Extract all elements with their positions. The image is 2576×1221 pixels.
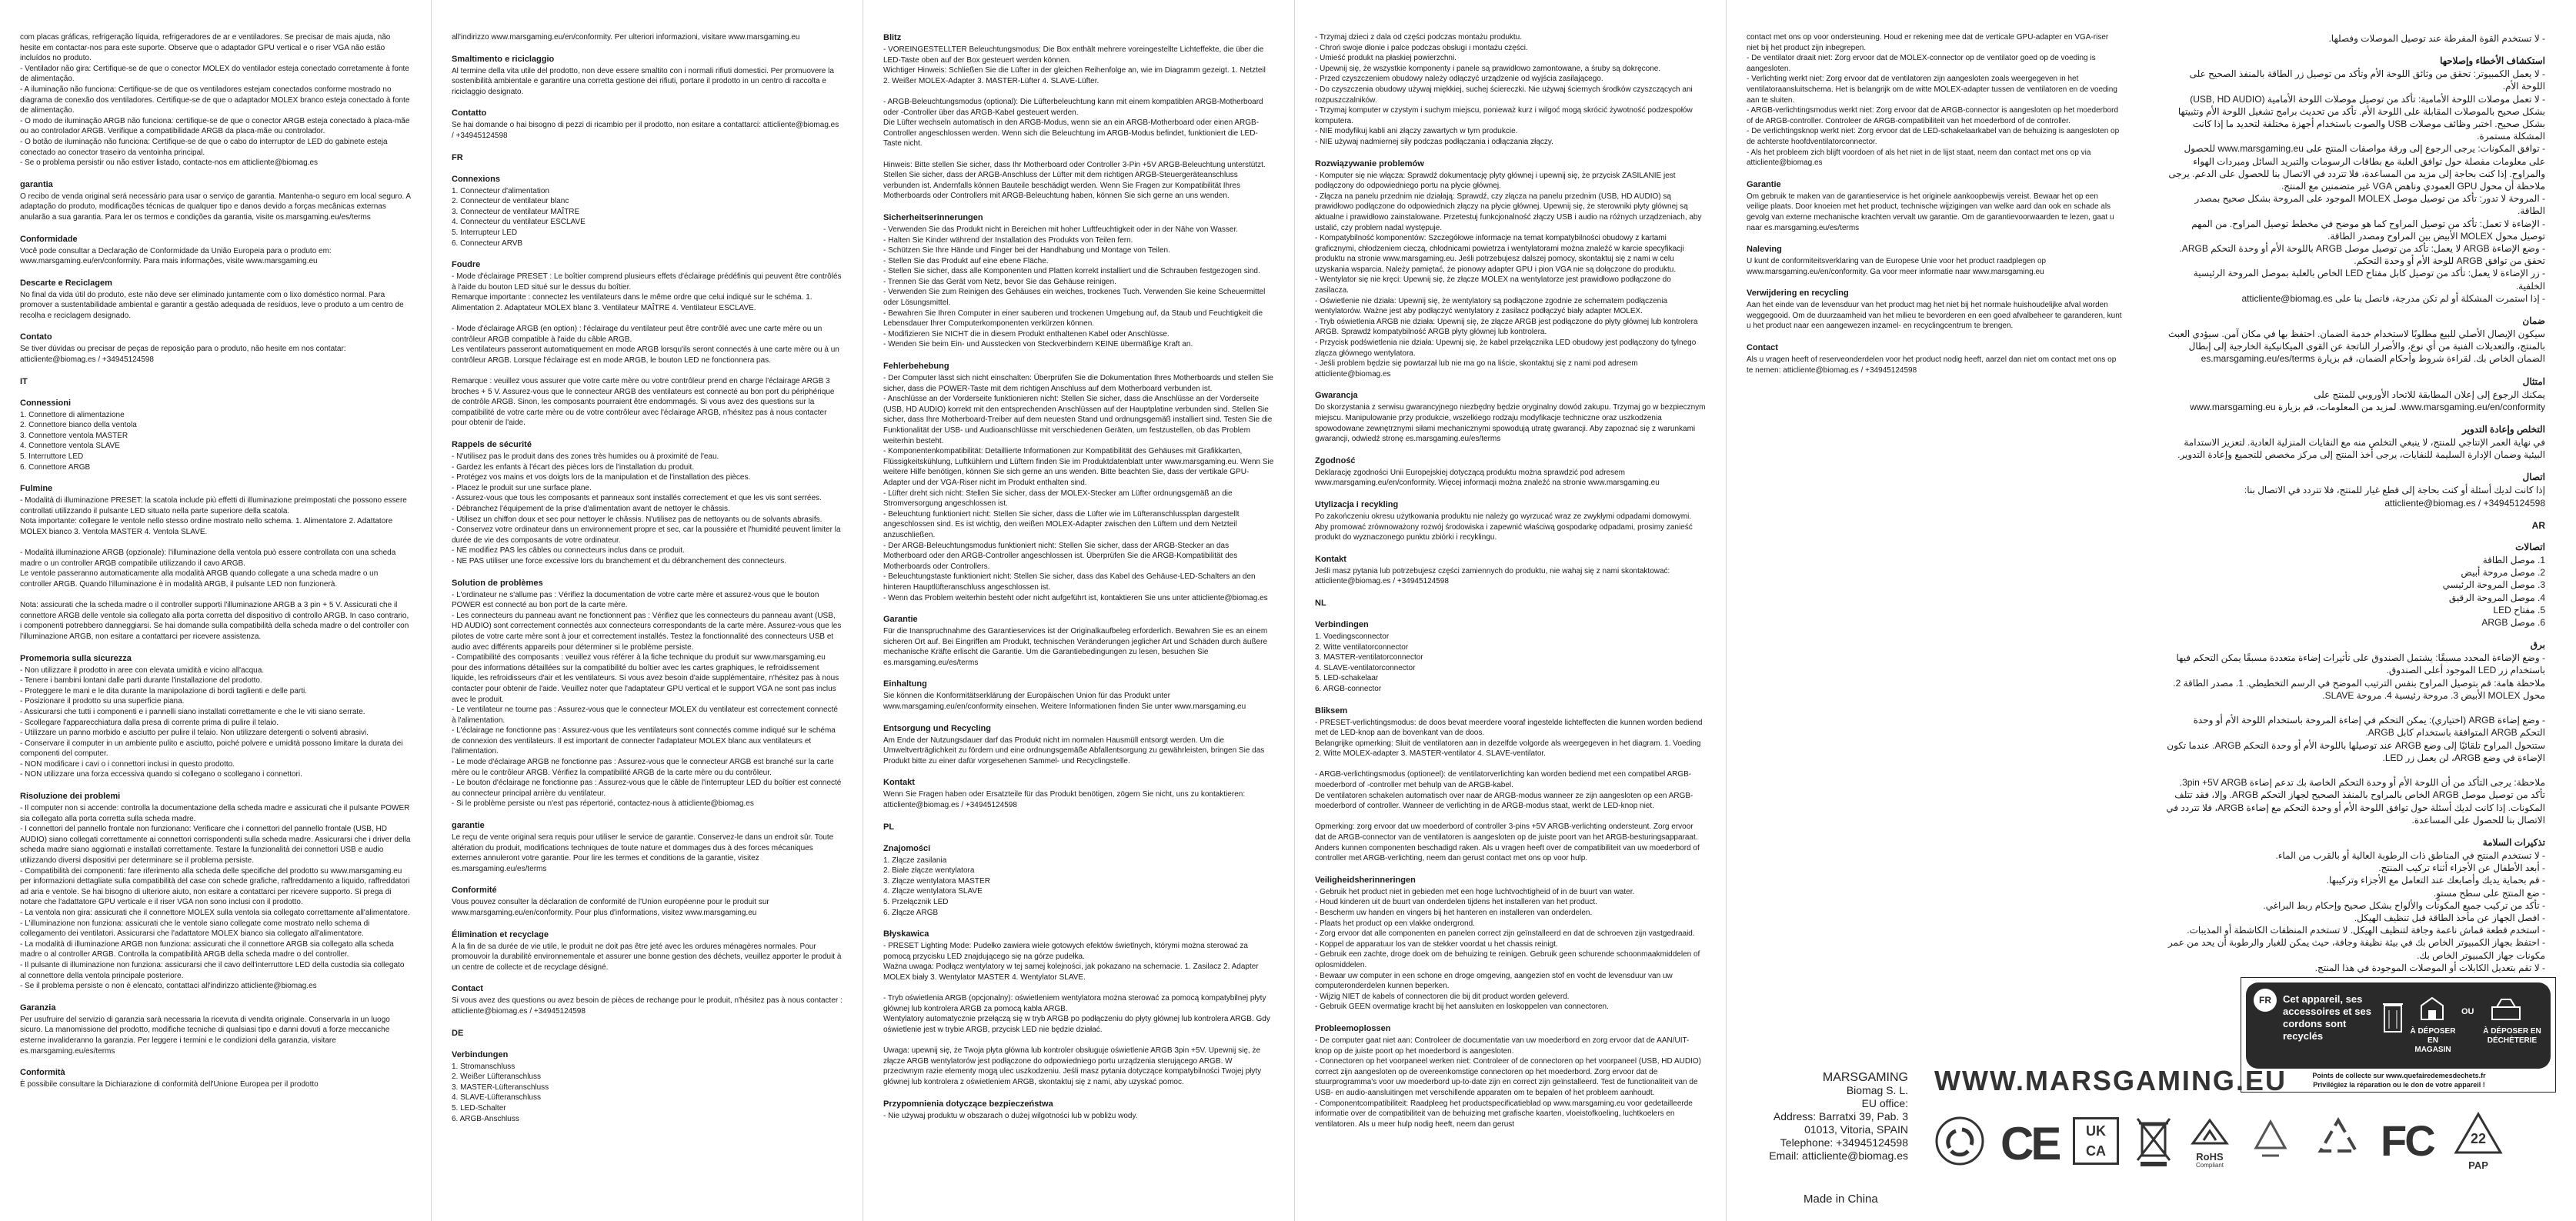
email: Email: atticliente@biomag.es	[1769, 1149, 1908, 1162]
fr-recycling-dark-card	[2246, 982, 2551, 1069]
section-body: È possibile consultare la Dichiarazione di conformità dell'Unione Europea per il prodotto	[20, 1080, 319, 1089]
section-body: 1. Złącze zasilania 2. Białe złącze wentylatora 3. Złącze wentylatora MASTER 4. Złącze wentylatora SLAVE 5. Przełącznik LED 6. Złącze ARGB	[883, 856, 990, 917]
section-body: - PRESET-verlichtingsmodus: de doos bevat meerdere vooraf ingestelde lichteffecten die kunnen worden bediend met de LED-knop aan de bovenkant van de doos. Belangrijke opmerking: Sluit de ventilatoren aan in dezelfde volgorde als weergegeven in het diagram. 1. Voeding 2. Witte MOLEX-adapter 3. MASTER-ventilator 4. SLAVE-ventilator. - ARGB-verlichtingsmodus (optioneel): de ventilatorverlichting kan worden bediend met een compatibel ARGB-moederbord of -controller met behulp van de ARGB-kabel. De ventilatoren schakelen automatisch over naar de ARGB-modus wanneer ze zijn aangesloten op een ARGB-moederbord of controller. Wanneer de verlichting in de ARGB-modus staat, werkt de LED-knop niet. Opmerking: zorg ervoor dat uw moederbord of controller 3-pins +5V ARGB-verlichting ondersteunt. Zorg ervoor dat de ARGB-connector van de ventilatoren is aangesloten op de juiste poort van het ARGB-besturingsapparaat. Anders kunnen componenten beschadigd raken. Als u vragen heeft over de compatibiliteit van uw moederbord of controller met ARGB-verlichting, neem dan gerust contact met ons op voor hulp.	[1315, 718, 1703, 863]
section-body: في نهاية العمر الإنتاجي للمنتج، لا ينبغي التخلص منه مع النفايات المنزلية العادية. لتعزيز الاستدامة البيئية وضمان الإدارة السليمة للنفايات، يرجى أخذ المنتج إلى مركز مخصص للتجميع وإعادة التدوير.	[2177, 437, 2545, 461]
fc-mark-icon: FC	[2381, 1116, 2434, 1165]
section-heading: اتصالات	[2515, 541, 2545, 552]
section-body: Você pode consultar a Declaração de Conformidade da União Europeia para o produto em: www.marsgaming.eu/en/conformity. Para mais informações, visite www.marsgaming.eu	[20, 246, 332, 266]
section-body: Se hai domande o hai bisogno di pezzi di ricambio per il prodotto, non esitare a contattarci: atticliente@biomag.es / +34945124598	[452, 121, 839, 140]
manufacturer-info	[1754, 1071, 1908, 1163]
pap-label: PAP	[2468, 1159, 2488, 1171]
nl-continuation-column	[1727, 0, 2142, 431]
manual-section	[20, 376, 411, 387]
manual-section	[452, 108, 843, 141]
manual-section	[883, 361, 1274, 603]
bin-icon	[2381, 998, 2404, 1038]
section-heading: Fulmine	[20, 484, 53, 494]
made-in-label: Made in China	[1804, 1193, 1878, 1206]
manual-section	[452, 1028, 843, 1039]
manual-section	[20, 483, 411, 642]
manual-section	[883, 777, 1274, 810]
manual-section	[883, 822, 1274, 832]
section-body: Am Ende der Nutzungsdauer darf das Produkt nicht im normalen Hausmüll entsorgt werden. Um die Umweltverträglichkeit zu fördern und eine ordnungsgemäße Abfallentsorgung zu gewährleisten, bringen Sie das Produkt bitte zu einer dafür vorgesehenen Sammel- und Recyclingstelle.	[883, 736, 1265, 766]
eu-office-label: EU office:	[1861, 1097, 1908, 1109]
section-body: com placas gráficas, refrigeração líquida, refrigeradores de ar e ventiladores. Se precisar de mais ajuda, não hesite em contactar-nos para este suporte. Observe que o adaptador GPU vertical e o riser VGA não estão incluídos no produto. - Ventilador não gira: Certifique-se de que o conector MOLEX do ventilador esteja conectado corretamente à fonte de alimentação. - A iluminação não funciona: Certifique-se de que os ventiladores estejam conectados conforme mostrado no diagrama de conexão dos ventiladores. Certifique-se de que o adaptador MOLEX branco esteja conectado à fonte de alimentação. - O modo de iluminação ARGB não funciona: certifique-se de que o conector ARGB esteja conectado à placa-mãe ou ao controlador ARGB. Verifique a compatibilidade ARGB da placa-mãe ou controlador. - O botão de iluminação não funciona: Certifique-se de que o cabo do interruptor de LED do gabinete esteja conectado ao conector traseiro da ventoinha principal. - Se o problema persistir ou não estiver listado, contacte-nos em atticliente@biomag.es	[20, 33, 410, 168]
manual-panel-de-pl	[863, 0, 1294, 1221]
section-heading: Conformité	[452, 886, 497, 896]
section-body: U kunt de conformiteitsverklaring van de Europese Unie voor het product raadplegen op www.marsgaming.eu/en/conformity. Ga voor meer informatie naar www.marsgaming.eu	[1747, 257, 2047, 276]
manual-section	[2166, 32, 2545, 45]
manual-section	[452, 439, 843, 567]
address-line-2: 01013, Vitoria, SPAIN	[1804, 1123, 1908, 1136]
manual-section	[1747, 244, 2122, 277]
manual-section	[2166, 520, 2545, 531]
manual-section	[20, 1002, 411, 1056]
section-body: Deklarację zgodności Unii Europejskiej dotyczącą produktu można sprawdzić pod adresem www.marsgaming.eu/en/conformity. Więcej informacji można znaleźć na stronie www.marsgaming.eu	[1315, 468, 1660, 488]
manual-section	[2166, 376, 2545, 413]
rohs-compliant-label: Compliant	[2195, 1162, 2224, 1169]
manual-section	[883, 1099, 1274, 1122]
manual-section	[452, 578, 843, 809]
section-body: - لا تستخدم المنتج في المناطق ذات الرطوبة العالية أو بالقرب من الماء. - أبعد الأطفال عن الأجزاء أثناء تركيب المنتج. - قم بحماية يديك وأصابعك عند التعامل مع الأجزاء وتركيبها. - ضع المنتج على سطح مستوٍ. - تأكد من تركيب جميع المكونات والألواح بشكل صحيح وإحكام ربط البراغي. - افصل الجهاز عن مأخذ الطاقة قبل تنظيف الهيكل. - استخدم قطعة قماش ناعمة وجافة لتنظيف الهيكل. لا تستخدم المنظفات الكاشطة أو المذيبات. - احتفظ بجهاز الكمبيوتر الخاص بك في بيئة نظيفة وجافة، حيث يمكن للغبار والرطوبة أن يحد من عمر مكونات جهاز الكمبيوتر الخاص بك. - لا تقم بتعديل الكابلات أو الموصلات الموجودة في هذا المنتج.	[2168, 849, 2545, 973]
manual-section	[452, 54, 843, 98]
manual-section	[452, 929, 843, 973]
section-body: Le reçu de vente original sera requis pour utiliser le service de garantie. Conservez-le dans un endroit sûr. Toute altération du produit, modifications techniques de toute nature et dommages dus à des forces mécaniques externes annuleront votre garantie. Pour lire les termes et conditions de la garantie, visitez es.marsgaming.eu/es/terms	[452, 833, 834, 873]
pap-number: 22	[2470, 1131, 2487, 1146]
section-body: À la fin de sa durée de vie utile, le produit ne doit pas être jeté avec les ordures ménagères normales. Pour promouvoir la durabilité environnementale et assurer une bonne gestion des déchets, veuillez apporter le produit à un centre de collecte et de recyclage désigné.	[452, 942, 842, 972]
manual-section	[20, 332, 411, 365]
section-heading: Contatto	[452, 108, 487, 118]
section-heading: Utylizacja i recykling	[1315, 499, 1399, 509]
section-body: Per usufruire del servizio di garanzia sarà necessaria la ricevuta di vendita originale. Conservarla in un luogo sicuro. La manomissione del prodotto, modifiche tecniche di qualsiasi tipo e danni dovuti a forze meccaniche esterne invalideranno la garanzia. Per leggere i termini e le condizioni della garanzia, visitare es.marsgaming.eu/es/terms	[20, 1015, 390, 1056]
section-heading: Veiligheidsherinneringen	[1315, 875, 1416, 885]
manual-section	[1747, 32, 2122, 168]
company-name: Biomag S. L.	[1846, 1084, 1908, 1096]
section-body: - Nie używaj produktu w obszarach o dużej wilgotności lub w pobliżu wody.	[883, 1111, 1138, 1120]
fr-magasin-text: À DÉPOSER EN MAGASIN	[2410, 1027, 2456, 1054]
section-heading: برق	[2530, 639, 2545, 651]
section-body: - VOREINGESTELLTER Beleuchtungsmodus: Die Box enthält mehrere voreingestellte Lichteffekte, die über die LED-Taste oben auf der Box gesteuert werden können. Wichtiger Hinweis: Schließen Sie die Lüfter in der gleichen Reihenfolge an, wie im Diagramm gezeigt. 1. Netzteil 2. Weißer MOLEX-Adapter 3. MASTER-Lüfter 4. SLAVE-Lüfter. - ARGB-Beleuchtungsmodus (optional): Die Lüfterbeleuchtung kann mit einem kompatiblen ARGB-Motherboard oder -Controller über das ARGB-Kabel gesteuert werden. Die Lüfter wechseln automatisch in den ARGB-Modus, wenn sie an ein ARGB-Motherboard oder einen ARGB-Controller angeschlossen werden. Wenn sich die Beleuchtung im ARGB-Modus befindet, funktioniert die LED-Taste nicht. Hinweis: Bitte stellen Sie sicher, dass Ihr Motherboard oder Controller 3-Pin +5V ARGB-Beleuchtung unterstützt. Stellen Sie sicher, dass der ARGB-Anschluss der Lüfter mit dem richtigen ARGB-Steuergeräteanschluss verbunden ist. Andernfalls können Bauteile beschädigt werden. Wenn Sie Fragen zur Kompatibilität Ihres Motherboards oder Controllers mit ARGB-Beleuchtung haben, können Sie sich gerne an uns wenden.	[883, 45, 1266, 201]
section-heading: Probleemoplossen	[1315, 1023, 1391, 1033]
section-body: إذا كانت لديك أسئلة أو كنت بحاجة إلى قطع غيار للمنتج، فلا تتردد في الاتصال بنا: atticliente@biomag.es / +34945124598	[2244, 485, 2545, 509]
manual-panel-pt-it	[0, 0, 431, 1221]
manual-panel-pl-nl	[1295, 0, 1726, 1221]
section-body: 1. موصل الطاقة 2. موصل مروحة أبيض 3. موصل المروحة الرئيسي 4. موصل المروحة الرقيق 5. مفتاح LED 6. موصل ARGB	[2442, 554, 2545, 628]
manual-section	[883, 212, 1274, 350]
manual-section	[1315, 598, 1706, 609]
manual-section	[20, 791, 411, 992]
manual-section	[883, 679, 1274, 712]
section-heading: Sicherheitserinnerungen	[883, 212, 983, 222]
section-heading: Verbindingen	[1315, 619, 1369, 629]
section-body: - N'utilisez pas le produit dans des zones très humides ou à proximité de l'eau. - Gardez les enfants à l'écart des pièces lors de l'installation du produit. - Protégez vos mains et vos doigts lors de la manipulation et de l'installation des pièces. - Placez le produit sur une surface plane. - Assurez-vous que tous les composants et panneaux sont installés correctement et que les vis sont serrées. - Débranchez l'équipement de la prise d'alimentation avant de nettoyer le châssis. - Utilisez un chiffon doux et sec pour nettoyer le châssis. N'utilisez pas de nettoyants ou de solvants abrasifs. - Conservez votre ordinateur dans un environnement propre et sec, car la poussière et l'humidité peuvent limiter la durée de vie des composants de votre ordinateur. - NE modifiez PAS les câbles ou connecteurs inclus dans ce produit. - NE PAS utiliser une force excessive lors du branchement et du débranchement des connecteurs.	[452, 452, 841, 565]
manual-section	[883, 32, 1274, 202]
section-heading: Conformità	[20, 1068, 65, 1078]
section-heading: Promemoria sulla sicurezza	[20, 653, 132, 663]
manual-section	[452, 1049, 843, 1125]
manual-section	[452, 259, 843, 429]
section-body: Do skorzystania z serwisu gwarancyjnego niezbędny będzie oryginalny dowód zakupu. Trzymaj go w bezpiecznym miejscu. Manipulowanie przy produkcie, wszelkiego rodzaju modyfikacje techniczne oraz uszkodzenia spowodowane zewnętrznymi siłami mechanicznymi spowodują utratę gwarancji. Aby zapoznać się z warunkami gwarancji, odwiedź stronę es.marsgaming.eu/es/terms	[1315, 403, 1706, 444]
decheterie-icon	[2489, 993, 2523, 1024]
section-heading: Garantie	[1747, 179, 1781, 189]
manual-section	[2166, 837, 2545, 974]
section-body: Om gebruik te maken van de garantieservice is het originele aankoopbewijs vereist. Bewaar het op een veilige plaats. Door knoeien met het product, technische wijzigingen van welke aard dan ook en schade als gevolg van externe mechanische krachten vervalt uw garantie. Om de garantievoorwaarden te lezen, gaat u naar es.marsgaming.eu/es/terms	[1747, 192, 2114, 232]
section-heading: Verbindungen	[452, 1049, 509, 1059]
manual-section	[1747, 342, 2122, 375]
section-body: Als u vragen heeft of reserveonderdelen voor het product nodig heeft, aarzel dan niet om contact met ons op te nemen: atticliente@biomag.es / +34945124598	[1747, 355, 2117, 375]
section-body: - Non utilizzare il prodotto in aree con elevata umidità e vicino all'acqua. - Tenere i bambini lontani dalle parti durante l'installazione del prodotto. - Proteggere le mani e le dita durante la manipolazione di bordi taglienti e delle parti. - Posizionare il prodotto su una superficie piana. - Assicurarsi che tutti i componenti e i pannelli siano installati correttamente e che le viti siano serrate. - Scollegare l'apparecchiatura dalla presa di corrente prima di pulire il telaio. - Utilizzare un panno morbido e asciutto per pulire il telaio. Non utilizzare detergenti o solventi abrasivi. - Conservare il computer in un ambiente pulito e asciutto, poiché polvere e umidità possono limitare la durata dei componenti del computer. - NON modificare i cavi o i connettori inclusi in questo prodotto. - NON utilizzare una forza eccessiva quando si collegano o scollegano i connettori.	[20, 666, 403, 779]
section-heading: Connessioni	[20, 398, 72, 408]
section-body: - PRESET Lighting Mode: Pudełko zawiera wiele gotowych efektów świetlnych, którymi można sterować za pomocą przycisku LED znajdującego się na górze pudełka. Ważna uwaga: Podłącz wentylatory w tej samej kolejności, jak pokazano na schemacie. 1. Zasilacz 2. Adapter MOLEX biały 3. Wentylator MASTER 4. Wentylator SLAVE. - Tryb oświetlenia ARGB (opcjonalny): oświetleniem wentylatora można sterować za pomocą kompatybilnej płyty głównej lub kontrolera ARGB za pomocą kabla ARGB. Wentylatory automatycznie przełączą się w tryb ARGB po podłączeniu do płyty głównej lub kontrolera ARGB. Gdy oświetlenie jest w trybie ARGB, przycisk LED nie będzie działać. Uwaga: upewnij się, że Twoja płyta główna lub kontroler obsługuje oświetlenie ARGB 3pin +5V. Upewnij się, że złącze ARGB wentylatorów jest podłączone do odpowiedniego portu urządzenia sterującego ARGB. W przeciwnym razie elementy mogą ulec uszkodzeniu. Jeśli masz pytania dotyczące kompatybilności Twojej płyty głównej lub kontrolera z oświetleniem ARGB, skontaktuj się z nami, aby uzyskać pomoc.	[883, 942, 1270, 1086]
section-body: - Gebruik het product niet in gebieden met een hoge luchtvochtigheid of in de buurt van water. - Houd kinderen uit de buurt van onderdelen tijdens het installeren van het product. - Bescherm uw handen en vingers bij het hanteren en installeren van onderdelen. - Plaats het product op een vlakke ondergrond. - Zorg ervoor dat alle componenten en panelen correct zijn geïnstalleerd en dat de schroeven zijn vastgedraaid. - Koppel de apparatuur los van de stekker voordat u het chassis reinigt. - Gebruik een zachte, droge doek om de behuizing te reinigen. Gebruik geen schurende schoonmaakmiddelen of oplosmiddelen. - Bewaar uw computer in een schone en droge omgeving, aangezien stof en vocht de levensduur van uw computeronderdelen kunnen beperken. - Wijzig NIET de kabels of connectoren die bij dit product worden geleverd. - Gebruik GEEN overmatige kracht bij het aansluiten en loskoppelen van connectoren.	[1315, 887, 1700, 1012]
pap-22-recycling-icon	[2453, 1111, 2504, 1173]
manual-section	[452, 983, 843, 1016]
section-body: يمكنك الرجوع إلى إعلان المطابقة للاتحاد الأوروبي للمنتج على www.marsgaming.eu/en/conformity. لمزيد من المعلومات، قم بزيارة www.marsgaming.eu	[2190, 389, 2545, 412]
fr-collection-points-text: Points de collecte sur www.quefairedemesdechets.fr	[2312, 1072, 2486, 1079]
section-heading: امتثال	[2522, 375, 2545, 387]
rohs-label: RoHS	[2196, 1151, 2224, 1163]
section-heading: Solution de problèmes	[452, 578, 543, 588]
section-heading: Rozwiązywanie problemów	[1315, 158, 1424, 168]
section-body: Sie können die Konformitätserklärung der Europäischen Union für das Produkt unter www.marsgaming.eu/en/conformity einsehen. Weitere Informationen finden Sie unter www.marsgaming.eu	[883, 692, 1246, 712]
section-heading: Garanzia	[20, 1002, 56, 1012]
section-body: 1. Voedingsconnector 2. Witte ventilatorconnector 3. MASTER-ventilatorconnector 4. SLAVE-ventilatorconnector 5. LED-schakelaar 6. ARGB-connector	[1315, 632, 1423, 693]
section-body: - Der Computer lässt sich nicht einschalten: Überprüfen Sie die Dokumentation Ihres Motherboards und stellen Sie sicher, dass die POWER-Taste mit dem richtigen Anschluss auf dem Motherboard verbunden ist. - Anschlüsse an der Vorderseite funktionieren nicht: Stellen Sie sicher, dass die Anschlüsse an der Vorderseite (USB, HD AUDIO) korrekt mit den entsprechenden Anschlüssen auf der Hauptplatine verbunden sind. Stellen Sie sicher, dass Ihre Motherboard-Treiber auf dem neuesten Stand und ordnungsgemäß installiert sind. Testen Sie die Funktionalität der USB- und Audioanschlüsse mit verschiedenen Geräten, um festzustellen, ob das Problem weiterhin besteht. - Komponentenkompatibilität: Detaillierte Informationen zur Kompatibilität des Gehäuses mit Grafikkarten, Flüssigkeitskühlung, Luftkühlern und Lüftern finden Sie im Produktdatenblatt unter www.marsgaming.eu. Wenn Sie weitere Hilfe benötigen, können Sie sich gerne an uns wenden. Bitte beachten Sie, dass der vertikale GPU-Adapter und der VGA-Riser nicht im Produkt enthalten sind. - Lüfter dreht sich nicht: Stellen Sie sicher, dass der MOLEX-Stecker am Lüfter ordnungsgemäß an die Stromversorgung angeschlossen ist. - Beleuchtung funktioniert nicht: Stellen Sie sicher, dass die Lüfter wie im Lüfteranschlussplan dargestellt angeschlossen sind. Es ist wichtig, den weißen MOLEX-Adapter zwischen den Lüftern und dem Netzteil anzuschließen. - Der ARGB-Beleuchtungsmodus funktioniert nicht: Stellen Sie sicher, dass der ARGB-Stecker an das Motherboard oder den ARGB-Controller angeschlossen ist. Überprüfen Sie die ARGB-Kompatibilität des Motherboards oder Controllers. - Beleuchtungstaste funktioniert nicht: Stellen Sie sicher, dass das Kabel des Gehäuse-LED-Schalters an den hinteren Hauptlüfteranschluss angeschlossen ist. - Wenn das Problem weiterhin besteht oder nicht aufgeführt ist, kontaktieren Sie uns unter atticliente@biomag.es	[883, 374, 1274, 602]
section-body: Wenn Sie Fragen haben oder Ersatzteile für das Produkt benötigen, zögern Sie nicht, uns zu kontaktieren: atticliente@biomag.es / +34945124598	[883, 790, 1246, 810]
section-heading: Garantie	[883, 615, 918, 625]
manual-section	[1315, 619, 1706, 695]
telephone: Telephone: +34945124598	[1780, 1136, 1908, 1149]
section-heading: ضمان	[2522, 315, 2545, 327]
ukca-mark-icon: UK CA	[2073, 1117, 2119, 1165]
section-body: - وضع الإضاءة المحدد مسبقًا: يشتمل الصندوق على تأثيرات إضاءة متعددة مسبقًا يمكن التحكم فيها باستخدام زر LED الموجود أعلى الصندوق. ملاحظة هامة: قم بتوصيل المراوح بنفس الترتيب الموضح في الرسم التخطيطي. 1. مصدر الطاقة 2. محول MOLEX الأبيض 3. مروحة رئيسية 4. مروحة SLAVE. - وضع إضاءة ARGB (اختياري): يمكن التحكم في إضاءة المروحة باستخدام اللوحة الأم أو وحدة التحكم ARGB المتوافقة باستخدام كابل ARGB. ستتحول المراوح تلقائيًا إلى وضع ARGB عند توصيلها باللوحة الأم أو وحدة التحكم ARGB. عندما تكون الإضاءة في وضع ARGB، لن يعمل زر LED. ملاحظة: يرجى التأكد من أن اللوحة الأم أو وحدة التحكم الخاصة بك تدعم إضاءة 3pin +5V ARGB. تأكد من توصيل موصل ARGB الخاص بالمراوح بالمنفذ الصحيح لجهاز التحكم ARGB. وإلا، فقد تتلف المكونات. إذا كانت لديك أسئلة حول توافق اللوحة الأم أو وحدة التحكم مع إضاءة ARGB، فلا تتردد في الاتصال بنا للحصول على المساعدة.	[2166, 652, 2545, 826]
manual-section	[452, 32, 843, 43]
section-body: - لا يعمل الكمبيوتر: تحقق من وثائق اللوحة الأم وتأكد من توصيل زر الطاقة بالمنفذ الصحيح على اللوحة الأم. - لا تعمل موصلات اللوحة الأمامية: تأكد من توصيل موصلات اللوحة الأمامية (USB, HD AUDIO) بشكل صحيح بالموصلات المقابلة على اللوحة الأم. تأكد من تحديث برامج تشغيل اللوحة الأم وتثبيتها بشكل صحيح. اختبر وظائف موصلات USB والصوت باستخدام أجهزة مختلفة لتحديد ما إذا كانت المشكلة مستمرة. - توافق المكونات: يرجى الرجوع إلى ورقة مواصفات المنتج على www.marsgaming.eu للحصول على معلومات مفصلة حول توافق العلبة مع بطاقات الرسومات والتبريد السائل ومبردات الهواء والمراوح. إذا كنت بحاجة إلى مزيد من المساعدة، فلا تتردد في الاتصال بنا للحصول على الدعم. يرجى ملاحظة أن محول GPU العمودي وناهض VGA غير متضمنين مع المنتج. - المروحة لا تدور: تأكد من توصيل موصل MOLEX الموجود على المروحة بشكل صحيح بمصدر الطاقة. - الإضاءة لا تعمل: تأكد من توصيل المراوح كما هو موضح في مخطط توصيل المراوح. من المهم توصيل محول MOLEX الأبيض بين المراوح ومصدر الطاقة. - وضع الإضاءة ARGB لا يعمل: تأكد من توصيل موصل ARGB باللوحة الأم أو وحدة التحكم ARGB. تحقق من توافق ARGB للوحة الأم أو وحدة التحكم. - زر الإضاءة لا يعمل: تأكد من توصيل كابل مفتاح LED الخاص بالعلبة بموصل المروحة الرئيسية الخلفية. - إذا استمرت المشكلة أو لم تكن مدرجة، فاتصل بنا على atticliente@biomag.es	[2168, 68, 2545, 304]
section-heading: Rappels de sécurité	[452, 440, 532, 450]
section-heading: Zgodność	[1315, 455, 1356, 465]
section-heading: Błyskawica	[883, 929, 929, 939]
section-heading: Fehlerbehebung	[883, 362, 949, 372]
triman-recycle-icon	[2247, 1117, 2294, 1165]
section-body: 1. Stromanschluss 2. Weißer Lüfteranschluss 3. MASTER-Lüfteranschluss 4. SLAVE-Lüfteranschluss 5. LED-Schalter 6. ARGB-Anschluss	[452, 1062, 549, 1123]
fr-repair-text: Privilégiez la réparation ou le don de votre appareil !	[2313, 1081, 2485, 1089]
manual-section	[1315, 706, 1706, 864]
section-body: Jeśli masz pytania lub potrzebujesz części zamiennych do produktu, nie wahaj się z nami skontaktować: atticliente@biomag.es / +34945124598	[1315, 566, 1670, 586]
section-heading: garantie	[452, 821, 485, 831]
manual-section	[1315, 875, 1706, 1012]
manual-section	[20, 398, 411, 473]
section-body: Se tiver dúvidas ou precisar de peças de reposição para o produto, não hesite em nos contatar: atticliente@biomag.es / +34945124598	[20, 345, 346, 365]
section-body: - Komputer się nie włącza: Sprawdź dokumentację płyty głównej i upewnij się, że przycisk ZASILANIE jest podłączony do odpowiedniego portu na płycie głównej. - Złącza na panelu przednim nie działają: Sprawdź, czy złącza na panelu przednim (USB, HD AUDIO) są prawidłowo podłączone do odpowiednich złączy na płycie głównej. Upewnij się, że sterowniki płyty głównej są aktualne i prawidłowo zainstalowane. Przetestuj funkcjonalność złączy USB i audio na różnych urządzeniach, aby ustalić, czy problem nadal występuje. - Kompatybilność komponentów: Szczegółowe informacje na temat kompatybilności obudowy z kartami graficznymi, chłodzeniem cieczą, chłodnicami powietrza i wentylatorami można znaleźć w karcie specyfikacji produktu na stronie www.marsgaming.eu. Jeśli potrzebujesz dalszej pomocy, skontaktuj się z nami w celu uzyskania wsparcia. Należy pamiętać, że pionowy adapter GPU i pion VGA nie są dołączone do produktu. - Wentylator się nie kręci: Upewnij się, że złącze MOLEX na wentylatorze jest prawidłowo podłączone do zasilacza. - Oświetlenie nie działa: Upewnij się, że wentylatory są podłączone zgodnie ze schematem podłączenia wentylatorów. Ważne jest aby podłączyć wentylatory z zasilacz podłączyć biały adapter MOLEX. - Tryb oświetlenia ARGB nie działa: Upewnij się, że złącze ARGB jest podłączone do płyty głównej lub kontrolera ARGB. Sprawdź kompatybilność ARGB płyty głównej lub kontrolera. - Przycisk podświetlenia nie działa: Upewnij się, że kabel przełącznika LED obudowy jest podłączony do tylnego złącza głównego wentylatora. - Jeśli problem będzie się powtarzał lub nie ma go na liście, skontaktuj się z nami pod adresem atticliente@biomag.es	[1315, 171, 1702, 379]
ce-mark-icon: CE	[2000, 1118, 2059, 1169]
rohs-badge-icon	[2187, 1117, 2233, 1169]
manual-section	[1315, 455, 1706, 489]
section-heading: DE	[452, 1028, 464, 1038]
section-heading: التخلص وإعادة التدوير	[2462, 424, 2545, 435]
manual-section	[20, 234, 411, 267]
manual-section	[883, 614, 1274, 668]
section-heading: AR	[2531, 519, 2545, 531]
manual-section	[1315, 554, 1706, 587]
section-body: - Il computer non si accende: controlla la documentazione della scheda madre e assicurati che il pulsante POWER sia collegato alla porta corretta sulla scheda madre. - I connettori del pannello frontale non funzionano: Verificare che i connettori del pannello frontale (USB, HD AUDIO) siano collegati correttamente ai connettori corrispondenti sulla scheda madre. Assicurarsi che i driver della scheda madre siano aggiornati e installati correttamente. Testare la funzionalità dei connettori USB e audio utilizzando diversi dispositivi per determinare se il problema persiste. - Compatibilità dei componenti: fare riferimento alla scheda delle specifiche del prodotto su www.marsgaming.eu per informazioni dettagliate sulla compatibilità del case con schede grafiche, raffreddamento a liquido, raffreddatori ad aria e ventole. Se hai bisogno di ulteriore aiuto, non esitare a contattarci per ricevere supporto. Si prega di notare che l'adattatore GPU verticale e il riser VGA non sono inclusi con il prodotto. - La ventola non gira: assicurati che il connettore MOLEX sulla ventola sia collegato correttamente all'alimentatore. - L'illuminazione non funziona: assicurati che le ventole siano collegate come mostrato nello schema di collegamento dei ventilatori. Assicurarsi che l'adattatore MOLEX bianco sia collegato all'alimentatore. - La modalità di illuminazione ARGB non funziona: assicurati che il connettore ARGB sia collegato alla scheda madre o al controller ARGB. Controlla la compatibilità ARGB della scheda madre o del controller. - Il pulsante di illuminazione non funziona: assicurarsi che il cavo dell'interruttore LED della custodia sia collegato al connettore della ventola principale posteriore. - Se il problema persiste o non è elencato, contattaci all'indirizzo atticliente@biomag.es	[20, 804, 411, 991]
section-body: 1. Connettore di alimentazione 2. Connettore bianco della ventola 3. Connettore ventola MASTER 4. Connettore ventola SLAVE 5. Interruttore LED 6. Connettore ARGB	[20, 410, 137, 472]
section-body: Si vous avez des questions ou avez besoin de pièces de rechange pour le produit, n'hésitez pas à nous contacter : atticliente@biomag.es / +34945124598	[452, 996, 843, 1016]
fr-badge: FR	[2254, 989, 2277, 1012]
shop-icon	[2417, 993, 2448, 1024]
section-body: Aan het einde van de levensduur van het product mag het niet bij het normale huishoudelijke afval worden weggegooid. Om de duurzaamheid van het milieu te bevorderen en een goed afvalbeheer te garanderen, kunt u het product naar een aangewezen inzamel- en recyclingcentrum te brengen.	[1747, 301, 2122, 331]
recycle-arrows-icon	[2311, 1114, 2365, 1168]
manual-section	[2166, 424, 2545, 461]
section-heading: Kontakt	[883, 778, 915, 788]
section-heading: Przypomnienia dotyczące bezpieczeństwa	[883, 1099, 1053, 1109]
section-body: سيكون الإيصال الأصلي للبيع مطلوبًا لاستخدام خدمة الضمان. احتفظ بها في مكان آمن. سيؤدي العبث بالمنتج، والتعديلات الفنية من أي نوع، والأضرار الناتجة عن القوى الميكانيكية الخارجية إلى إبطال الضمان الخاص بك. لقراءة شروط وأحكام الضمان، قم بزيارة es.marsgaming.eu/es/terms	[2167, 329, 2545, 365]
section-body: - Trzymaj dzieci z dala od części podczas montażu produktu. - Chroń swoje dłonie i palce podczas obsługi i montażu części. - Umieść produkt na płaskiej powierzchni. - Upewnij się, że wszystkie komponenty i panele są prawidłowo zamontowane, a śruby są dokręcone. - Przed czyszczeniem obudowy należy odłączyć urządzenie od wyjścia zasilającego. - Do czyszczenia obudowy używaj miękkiej, suchej ściereczki. Nie używaj ściernych środków czyszczących ani rozpuszczalników. - Trzymaj komputer w czystym i suchym miejscu, ponieważ kurz i wilgoć mogą skrócić żywotność podzespołów komputera. - NIE modyfikuj kabli ani złączy zawartych w tym produkcie. - NIE używaj nadmiernej siły podczas podłączania i odłączania złączy.	[1315, 33, 1693, 146]
section-heading: Verwijdering en recycling	[1747, 289, 1849, 299]
manual-section	[20, 278, 411, 322]
manual-section	[452, 820, 843, 874]
fr-recycle-text: Cet appareil, ses accessoires et ses cordons sont recyclés	[2283, 993, 2371, 1042]
section-heading: Naleving	[1747, 245, 1782, 255]
manual-section	[1315, 499, 1706, 543]
section-heading: تذكيرات السلامة	[2482, 836, 2545, 848]
section-heading: Connexions	[452, 174, 500, 184]
manual-section	[2166, 542, 2545, 629]
brand-name: MARSGAMING	[1822, 1071, 1908, 1084]
manual-section	[452, 174, 843, 249]
manual-section	[20, 653, 411, 781]
section-body: O recibo de venda original será necessário para usar o serviço de garantia. Mantenha-o seguro em local seguro. A adaptação do produto, modificações técnicas de qualquer tipo e danos devido a forças mecânicas externas anularão a sua garantia. Para ler os termos e condições da garantia, visite os.marsgaming.eu/es/terms	[20, 192, 411, 222]
recycling-mobius-icon	[1934, 1116, 1985, 1166]
manual-section	[883, 723, 1274, 767]
section-body: No final da vida útil do produto, este não deve ser eliminado juntamente com o lixo doméstico normal. Para promover a sustentabilidade ambiental e garantir a gestão adequada de resíduos, leve o produto a um centro de recolha e reciclagem designado.	[20, 290, 404, 320]
section-body: Vous pouvez consulter la déclaration de conformité de l'Union européenne pour le produit sur www.marsgaming.eu/en/conformity. Pour plus d'informations, visitez www.marsgaming.eu	[452, 898, 769, 917]
manual-section	[883, 929, 1274, 1087]
section-heading: Smaltimento e riciclaggio	[452, 54, 555, 64]
manual-section	[1315, 158, 1706, 380]
section-heading: Entsorgung und Recycling	[883, 723, 991, 733]
section-heading: Bliksem	[1315, 706, 1348, 716]
manual-section	[2166, 55, 2545, 305]
manual-section	[452, 885, 843, 918]
section-heading: Blitz	[883, 33, 902, 42]
section-body: - Verwenden Sie das Produkt nicht in Bereichen mit hoher Luftfeuchtigkeit oder in der Nähe von Wasser. - Halten Sie Kinder während der Installation des Produkts von Teilen fern. - Schützen Sie Ihre Hände und Finger bei der Handhabung und Montage von Teilen. - Stellen Sie das Produkt auf eine ebene Fläche. - Stellen Sie sicher, dass alle Komponenten und Platten korrekt installiert und die Schrauben festgezogen sind. - Trennen Sie das Gerät vom Netz, bevor Sie das Gehäuse reinigen. - Verwenden Sie zum Reinigen des Gehäuses ein weiches, trockenes Tuch. Verwenden Sie keine Scheuermittel oder Lösungsmittel. - Bewahren Sie Ihren Computer in einer sauberen und trockenen Umgebung auf, da Staub und Feuchtigkeit die Lebensdauer Ihrer Computerkomponenten verkürzen können. - Modifizieren Sie NICHT die in diesem Produkt enthaltenen Kabel oder Anschlüsse. - Wenden Sie beim Ein- und Ausstecken von Steckverbindern KEINE übermäßige Kraft an.	[883, 225, 1266, 349]
section-heading: Contact	[452, 984, 483, 994]
back-cover-panel	[1727, 0, 2576, 1221]
manual-section	[20, 32, 411, 168]
section-heading: استكشاف الأخطاء وإصلاحها	[2440, 55, 2545, 67]
manual-section	[883, 843, 1274, 919]
manual-panel-it-fr-de	[432, 0, 863, 1221]
manual-section	[2166, 315, 2545, 365]
section-heading: Contato	[20, 332, 52, 342]
manual-section	[452, 152, 843, 163]
address-line-1: Address: Barratxi 39, Pab. 3	[1773, 1110, 1908, 1123]
section-heading: Einhaltung	[883, 679, 927, 689]
section-body: Für die Inanspruchnahme des Garantieservices ist der Originalkaufbeleg erforderlich. Bewahren Sie es an einem sicheren Ort auf. Bei Eingriffen am Produkt, technischen Veränderungen jeglicher Art und Schäden durch äußere mechanische Kräfte erlischt die Garantie. Um die Garantiebedingungen zu lesen, besuchen Sie es.marsgaming.eu/es/terms	[883, 627, 1268, 667]
manual-section	[20, 1067, 411, 1090]
section-heading: FR	[452, 152, 463, 162]
fr-recycling-info-box	[2241, 977, 2556, 1093]
section-body: Al termine della vita utile del prodotto, non deve essere smaltito con i normali rifiuti domestici. Per promuovere la sostenibilità ambientale e garantire una corretta gestione dei rifiuti, portare il prodotto in un centro di raccolta e riciclaggio designato.	[452, 66, 834, 96]
manual-section	[2166, 639, 2545, 826]
section-body: Po zakończeniu okresu użytkowania produktu nie należy go wyrzucać wraz ze zwykłymi odpadami domowymi. Aby promować zrównoważony rozwój środowiska i zapewnić właściwą gospodarkę odpadami, prosimy zanieść produkt do wyznaczonego punktu zbiórki i recyklingu.	[1315, 512, 1693, 542]
manual-section	[2166, 472, 2545, 509]
section-heading: NL	[1315, 598, 1326, 608]
section-heading: Conformidade	[20, 234, 78, 244]
section-body: - Modalità di illuminazione PRESET: la scatola include più effetti di illuminazione preimpostati che possono essere controllati utilizzando il pulsante LED situato nella parte superiore della scatola. Nota importante: collegare le ventole nello stesso ordine mostrato nello schema. 1. Alimentatore 2. Adattatore MOLEX bianco 3. Ventola MASTER 4. Ventola SLAVE. - Modalità illuminazione ARGB (opzionale): l'illuminazione della ventola può essere controllata con una scheda madre o un controller ARGB compatibile utilizzando il cavo ARGB. Le ventole passeranno automaticamente alla modalità ARGB quando collegate a una scheda madre o un controller ARGB. Quando l'illuminazione è in modalità ARGB, il pulsante LED non funzionerà. Nota: assicurati che la scheda madre o il controller supporti l'illuminazione ARGB a 3 pin + 5 V. Assicurati che il connettore ARGB delle ventole sia collegato alla porta corretta del dispositivo di controllo ARGB. In caso contrario, i componenti potrebbero danneggiarsi. Se hai domande sulla compatibilità della scheda madre o del controller con l'illuminazione ARGB, non esitare a contattarci per ricevere assistenza.	[20, 496, 409, 641]
section-heading: Znajomości	[883, 843, 931, 853]
section-heading: Gwarancja	[1315, 391, 1358, 401]
manual-section	[1747, 179, 2122, 233]
manual-section	[1315, 1023, 1706, 1129]
section-body: - Mode d'éclairage PRESET : Le boîtier comprend plusieurs effets d'éclairage prédéfinis qui peuvent être contrôlés à l'aide du bouton LED situé sur le dessus du boîtier. Remarque importante : connectez les ventilateurs dans le même ordre que celui indiqué sur le schéma. 1. Alimentation 2. Adaptateur MOLEX blanc 3. Ventilateur MAÎTRE 4. Ventilateur ESCLAVE. - Mode d'éclairage ARGB (en option) : l'éclairage du ventilateur peut être contrôlé avec une carte mère ou un contrôleur ARGB compatible à l'aide du câble ARGB. Les ventilateurs passeront automatiquement en mode ARGB lorsqu'ils seront connectés à une carte mère ou à un contrôleur ARGB. Lorsque l'éclairage est en mode ARGB, le bouton LED ne fonctionnera pas. Remarque : veuillez vous assurer que votre carte mère ou votre contrôleur prend en charge l'éclairage ARGB 3 broches + 5 V. Assurez-vous que le connecteur ARGB des ventilateurs est connecté au bon port du périphérique de contrôle ARGB. Sinon, les composants pourraient être endommagés. Si vous avez des questions sur la compatibilité de votre carte mère ou de votre contrôleur avec l'éclairage ARGB, n'hésitez pas à nous contacter pour obtenir de l'aide.	[452, 272, 842, 428]
section-heading: IT	[20, 376, 28, 386]
section-body: 1. Connecteur d'alimentation 2. Connecteur de ventilateur blanc 3. Connecteur de ventilateur MAÎTRE 4. Connecteur du ventilateur ESCLAVE 5. Interrupteur LED 6. Connecteur ARVB	[452, 186, 586, 248]
section-body: - De computer gaat niet aan: Controleer de documentatie van uw moederbord en zorg ervoor dat de AAN/UIT-knop op de juiste poort op het moederbord is aangesloten. - Connectoren op het voorpaneel werken niet: Controleer of de connectoren op het voorpaneel (USB, HD AUDIO) correct zijn aangesloten op de overeenkomstige connectoren op het moederbord. Zorg ervoor dat de stuurprogramma's voor uw moederbord up-to-date zijn en correct zijn geïnstalleerd. Test de functionaliteit van de USB- en audio-aansluitingen met verschillende apparaten om te bepalen of het probleem aanhoudt. - Componentcompatibiliteit: Raadpleeg het productspecificatieblad op www.marsgaming.eu voor gedetailleerde informatie over de compatibiliteit van de behuizing met grafische kaarten, vloeistofkoeling, luchtkoelers en ventilatoren. Als u meer hulp nodig heeft, neem dan gerust	[1315, 1036, 1701, 1129]
section-heading: Risoluzione dei problemi	[20, 792, 121, 802]
website-url: WWW.MARSGAMING.EU	[1934, 1065, 2287, 1096]
manual-section	[1315, 32, 1706, 148]
section-heading: اتصال	[2522, 472, 2545, 483]
section-heading: Foudre	[452, 260, 481, 270]
section-heading: PL	[883, 822, 895, 832]
section-body: contact met ons op voor ondersteuning. Houd er rekening mee dat de verticale GPU-adapter en VGA-riser niet bij het product zijn inbegrepen. - De ventilator draait niet: Zorg ervoor dat de MOLEX-connector op de ventilator goed op de voeding is aangesloten. - Verlichting werkt niet: Zorg ervoor dat de ventilatoren zijn aangesloten zoals weergegeven in het ventilatoraansluitschema. Het is belangrijk om de witte MOLEX-adapter tussen de ventilatoren en de voeding aan te sluiten. - ARGB-verlichtingsmodus werkt niet: Zorg ervoor dat de ARGB-connector is aangesloten op het moederbord of de ARGB-controller. Controleer de ARGB-compatibiliteit van het moederbord of de controller. - De verlichtingsknop werkt niet: Zorg ervoor dat de LED-schakelaarkabel van de behuizing is aangesloten op de achterste hoofdventilatorconnector. - Als het probleem zich blijft voordoen of als het niet in de lijst staat, neem dan contact met ons op via atticliente@biomag.es	[1747, 33, 2120, 168]
arabic-column	[2146, 0, 2565, 973]
section-heading: Élimination et recyclage	[452, 929, 549, 939]
fr-ou-text: OU	[2461, 1007, 2474, 1016]
section-heading: Kontakt	[1315, 554, 1346, 564]
section-heading: Descarte e Reciclagem	[20, 278, 112, 288]
manual-section	[1315, 390, 1706, 444]
section-heading: garantia	[20, 179, 53, 189]
section-heading: Contact	[1747, 343, 1778, 353]
manual-section	[20, 179, 411, 223]
manual-section	[1747, 288, 2122, 332]
section-body: - لا تستخدم القوة المفرطة عند توصيل الموصلات وفصلها.	[2328, 33, 2545, 44]
section-body: - L'ordinateur ne s'allume pas : Vérifiez la documentation de votre carte mère et assurez-vous que le bouton POWER est connecté au bon port de la carte mère. - Les connecteurs du panneau avant ne fonctionnent pas : Vérifiez que les connecteurs du panneau avant (USB, HD AUDIO) sont correctement connectés aux connecteurs correspondants de la carte mère. Assurez-vous que les pilotes de votre carte mère sont à jour et correctement installés. Testez la fonctionnalité des connecteurs USB et audio avec différents appareils pour déterminer si le problème persiste. - Compatibilité des composants : veuillez vous référer à la fiche technique du produit sur www.marsgaming.eu pour des informations détaillées sur la compatibilité du boîtier avec les cartes graphiques, le refroidissement liquide, les refroidisseurs d'air et les ventilateurs. Si vous avez besoin d'aide supplémentaire, n'hésitez pas à nous contacter pour obtenir de l'aide. Veuillez noter que l'adaptateur GPU vertical et le support VGA ne sont pas inclus avec le produit. - Le ventilateur ne tourne pas : Assurez-vous que le connecteur MOLEX du ventilateur est correctement connecté à l'alimentation. - L'éclairage ne fonctionne pas : Assurez-vous que les ventilateurs sont connectés comme indiqué sur le schéma de connexion des ventilateurs. Il est important de connecter l'adaptateur MOLEX blanc aux ventilateurs et l'alimentation. - Le mode d'éclairage ARGB ne fonctionne pas : Assurez-vous que le connecteur ARGB est branché sur la carte mère ou le contrôleur ARGB. Vérifiez la compatibilité ARGB de la carte mère ou du contrôleur. - Le bouton d'éclairage ne fonctionne pas : Assurez-vous que le câble de l'interrupteur LED du boîtier est connecté au connecteur principal arrière du ventilateur. - Si le problème persiste ou n'est pas répertorié, contactez-nous à atticliente@biomag.es	[452, 590, 842, 809]
fr-decheterie-text: À DÉPOSER EN DÉCHÈTERIE	[2483, 1027, 2541, 1045]
weee-bin-icon	[2134, 1114, 2173, 1168]
section-body: all'indirizzo www.marsgaming.eu/en/conformity. Per ulteriori informazioni, visitare www.marsgaming.eu	[452, 33, 800, 42]
